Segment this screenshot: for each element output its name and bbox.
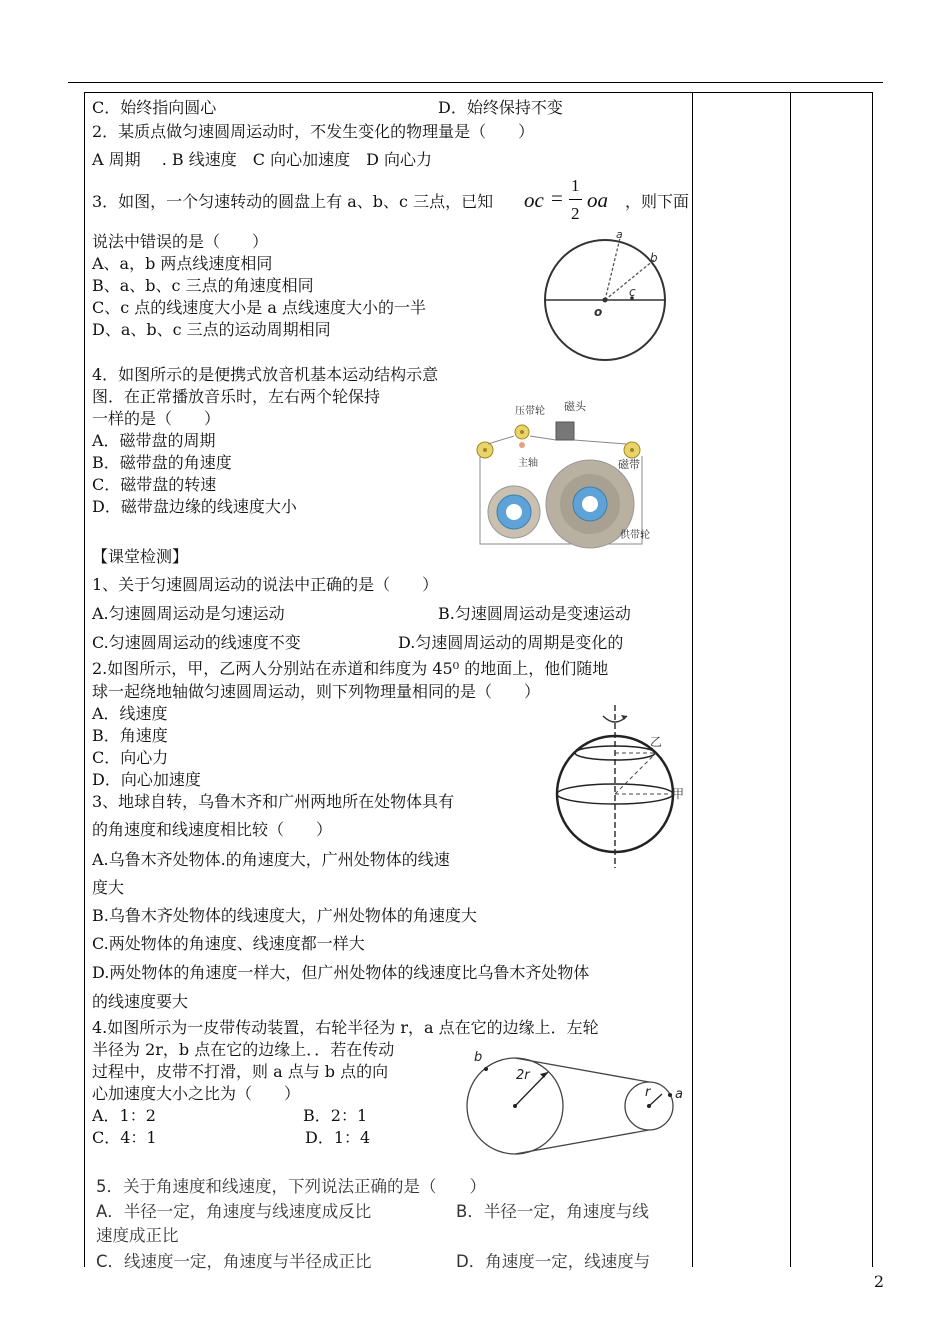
text-line-k2D: D．向心加速度: [92, 770, 201, 789]
text-line-q4C: C．磁带盘的转速: [92, 475, 217, 494]
text-line-k4d: 心加速度大小之比为（ ）: [92, 1084, 301, 1103]
text-line-k1B: B.匀速圆周运动是变速运动: [438, 604, 631, 623]
text-line-l1b: D．始终保持不变: [438, 98, 563, 117]
text-line-q2: 2．某质点做匀速圆周运动时，不发生变化的物理量是（ ）: [92, 122, 535, 141]
text-line-k1A: A.匀速圆周运动是匀速运动: [92, 604, 285, 623]
tape-player-figure: [470, 392, 650, 552]
text-line-q4b: 图．在正常播放音乐时，左右两个轮保持: [92, 387, 381, 406]
belt-label-2r: 2r: [516, 1068, 530, 1083]
text-line-q2o: A 周期 . B 线速度 C 向心加速度 D 向心力: [92, 150, 432, 169]
earth-label-yi: 乙: [650, 735, 663, 749]
text-line-k3: 3、地球自转，乌鲁木齐和广州两地所在处物体具有: [92, 792, 455, 811]
formula-eq: =: [551, 186, 563, 210]
text-line-k3b: 的角速度和线速度相比较（ ）: [92, 820, 333, 839]
text-line-q4c: 一样的是（ ）: [92, 409, 221, 428]
formula-lhs: oc: [524, 188, 544, 212]
tape-label-capstan: 主轴: [518, 458, 538, 469]
text-line-k5B2: 速度成正比: [96, 1226, 179, 1245]
text-line-k5B: B．半径一定，角速度与线: [456, 1202, 649, 1221]
formula-num: 1: [571, 176, 580, 195]
formula-den: 2: [571, 204, 580, 223]
belt-label-r: r: [645, 1085, 651, 1100]
text-line-k3D2: 的线速度要大: [92, 992, 189, 1011]
text-line-q3D: D、a、b、c 三点的运动周期相同: [92, 320, 331, 339]
disk-label-b: b: [650, 251, 658, 265]
text-line-k5C: C．线速度一定，角速度与半径成正比: [96, 1252, 372, 1271]
text-line-k4D: D．1：4: [305, 1128, 371, 1147]
tape-label-tape: 磁带: [618, 458, 640, 471]
text-line-k1D: D.匀速圆周运动的周期是变化的: [398, 633, 624, 652]
text-line-k1: 1、关于匀速圆周运动的说法中正确的是（ ）: [92, 575, 439, 594]
text-line-k1C: C.匀速圆周运动的线速度不变: [92, 633, 301, 652]
text-line-q4D: D．磁带盘边缘的线速度大小: [92, 497, 297, 516]
text-line-q3B: B、a、b、c 三点的角速度相同: [92, 276, 314, 295]
text-line-sec: 【课堂检测】: [92, 547, 189, 566]
table-col-border-1: [692, 92, 693, 1267]
text-line-k4: 4.如图所示为一皮带传动装置，右轮半径为 r，a 点在它的边缘上．左轮: [92, 1018, 599, 1037]
text-line-k5A: A．半径一定，角速度与线速度成反比: [96, 1202, 372, 1221]
top-rule: [68, 82, 883, 83]
belt-label-a: a: [675, 1087, 683, 1102]
text-line-q3: 3．如图，一个匀速转动的圆盘上有 a、b、c 三点，已知: [92, 192, 494, 211]
table-col-border-2: [790, 92, 791, 1267]
table-left-border: [84, 92, 85, 1267]
text-line-k3C: C.两处物体的角速度、线速度都一样大: [92, 934, 365, 953]
text-line-k2: 2.如图所示，甲，乙两人分别站在赤道和纬度为 45⁰ 的地面上，他们随地: [92, 659, 609, 678]
disk-figure: [538, 226, 672, 364]
belt-drive-figure: [464, 1044, 688, 1156]
belt-label-b: b: [474, 1050, 483, 1065]
tape-label-head: 磁头: [564, 400, 586, 413]
text-line-k3D: D.两处物体的角速度一样大，但广州处物体的线速度比乌鲁木齐处物体: [92, 963, 590, 982]
text-line-q3c: 说法中错误的是（ ）: [92, 232, 269, 251]
text-line-k2b: 球一起绕地轴做匀速圆周运动，则下列物理量相同的是（ ）: [92, 682, 541, 701]
text-line-q4B: B．磁带盘的角速度: [92, 453, 232, 472]
text-line-k4C: C．4：1: [92, 1128, 157, 1147]
text-line-k3B: B.乌鲁木齐处物体的线速度大，广州处物体的角速度大: [92, 906, 477, 925]
page-number: 2: [873, 1272, 884, 1291]
earth-figure: [548, 700, 694, 870]
formula-rhs: oa: [587, 188, 608, 212]
text-line-k4B: B．2：1: [303, 1106, 368, 1125]
text-line-k4b: 半径为 2r，b 点在它的边缘上．．若在传动: [92, 1040, 395, 1059]
tape-label-pressure: 压带轮: [515, 406, 545, 417]
text-line-k5D: D．角速度一定，线速度与: [456, 1252, 651, 1271]
disk-label-c: c: [629, 285, 636, 299]
text-line-k5: 5．关于角速度和线速度，下列说法正确的是（ ）: [96, 1177, 486, 1196]
text-line-k4A: A．1：2: [92, 1106, 156, 1125]
text-line-k2C: C．向心力: [92, 748, 169, 767]
earth-label-jia: 甲: [672, 787, 685, 801]
disk-label-o: o: [594, 305, 603, 319]
tape-label-supply: 供带轮: [620, 530, 650, 541]
text-line-q3b: ，则下面: [625, 192, 690, 211]
table-top-border: [84, 92, 872, 93]
text-line-q4: 4．如图所示的是便携式放音机基本运动结构示意: [92, 365, 439, 384]
text-line-k4c: 过程中，皮带不打滑，则 a 点与 b 点的向: [92, 1062, 389, 1081]
text-line-k2A: A．线速度: [92, 704, 168, 723]
disk-label-a: a: [616, 228, 623, 241]
text-line-l1a: C．始终指向圆心: [92, 98, 217, 117]
text-line-k2B: B．角速度: [92, 726, 168, 745]
text-line-q3C: C、c 点的线速度大小是 a 点线速度大小的一半: [92, 298, 427, 317]
table-right-border: [872, 92, 873, 1267]
text-line-q3A: A、a，b 两点线速度相同: [92, 254, 273, 273]
text-line-k3A2: 度大: [92, 878, 125, 897]
text-line-q4A: A．磁带盘的周期: [92, 431, 216, 450]
formula-bar: [569, 199, 582, 200]
text-line-k3A: A.乌鲁木齐处物体.的角速度大，广州处物体的线速: [92, 850, 450, 869]
